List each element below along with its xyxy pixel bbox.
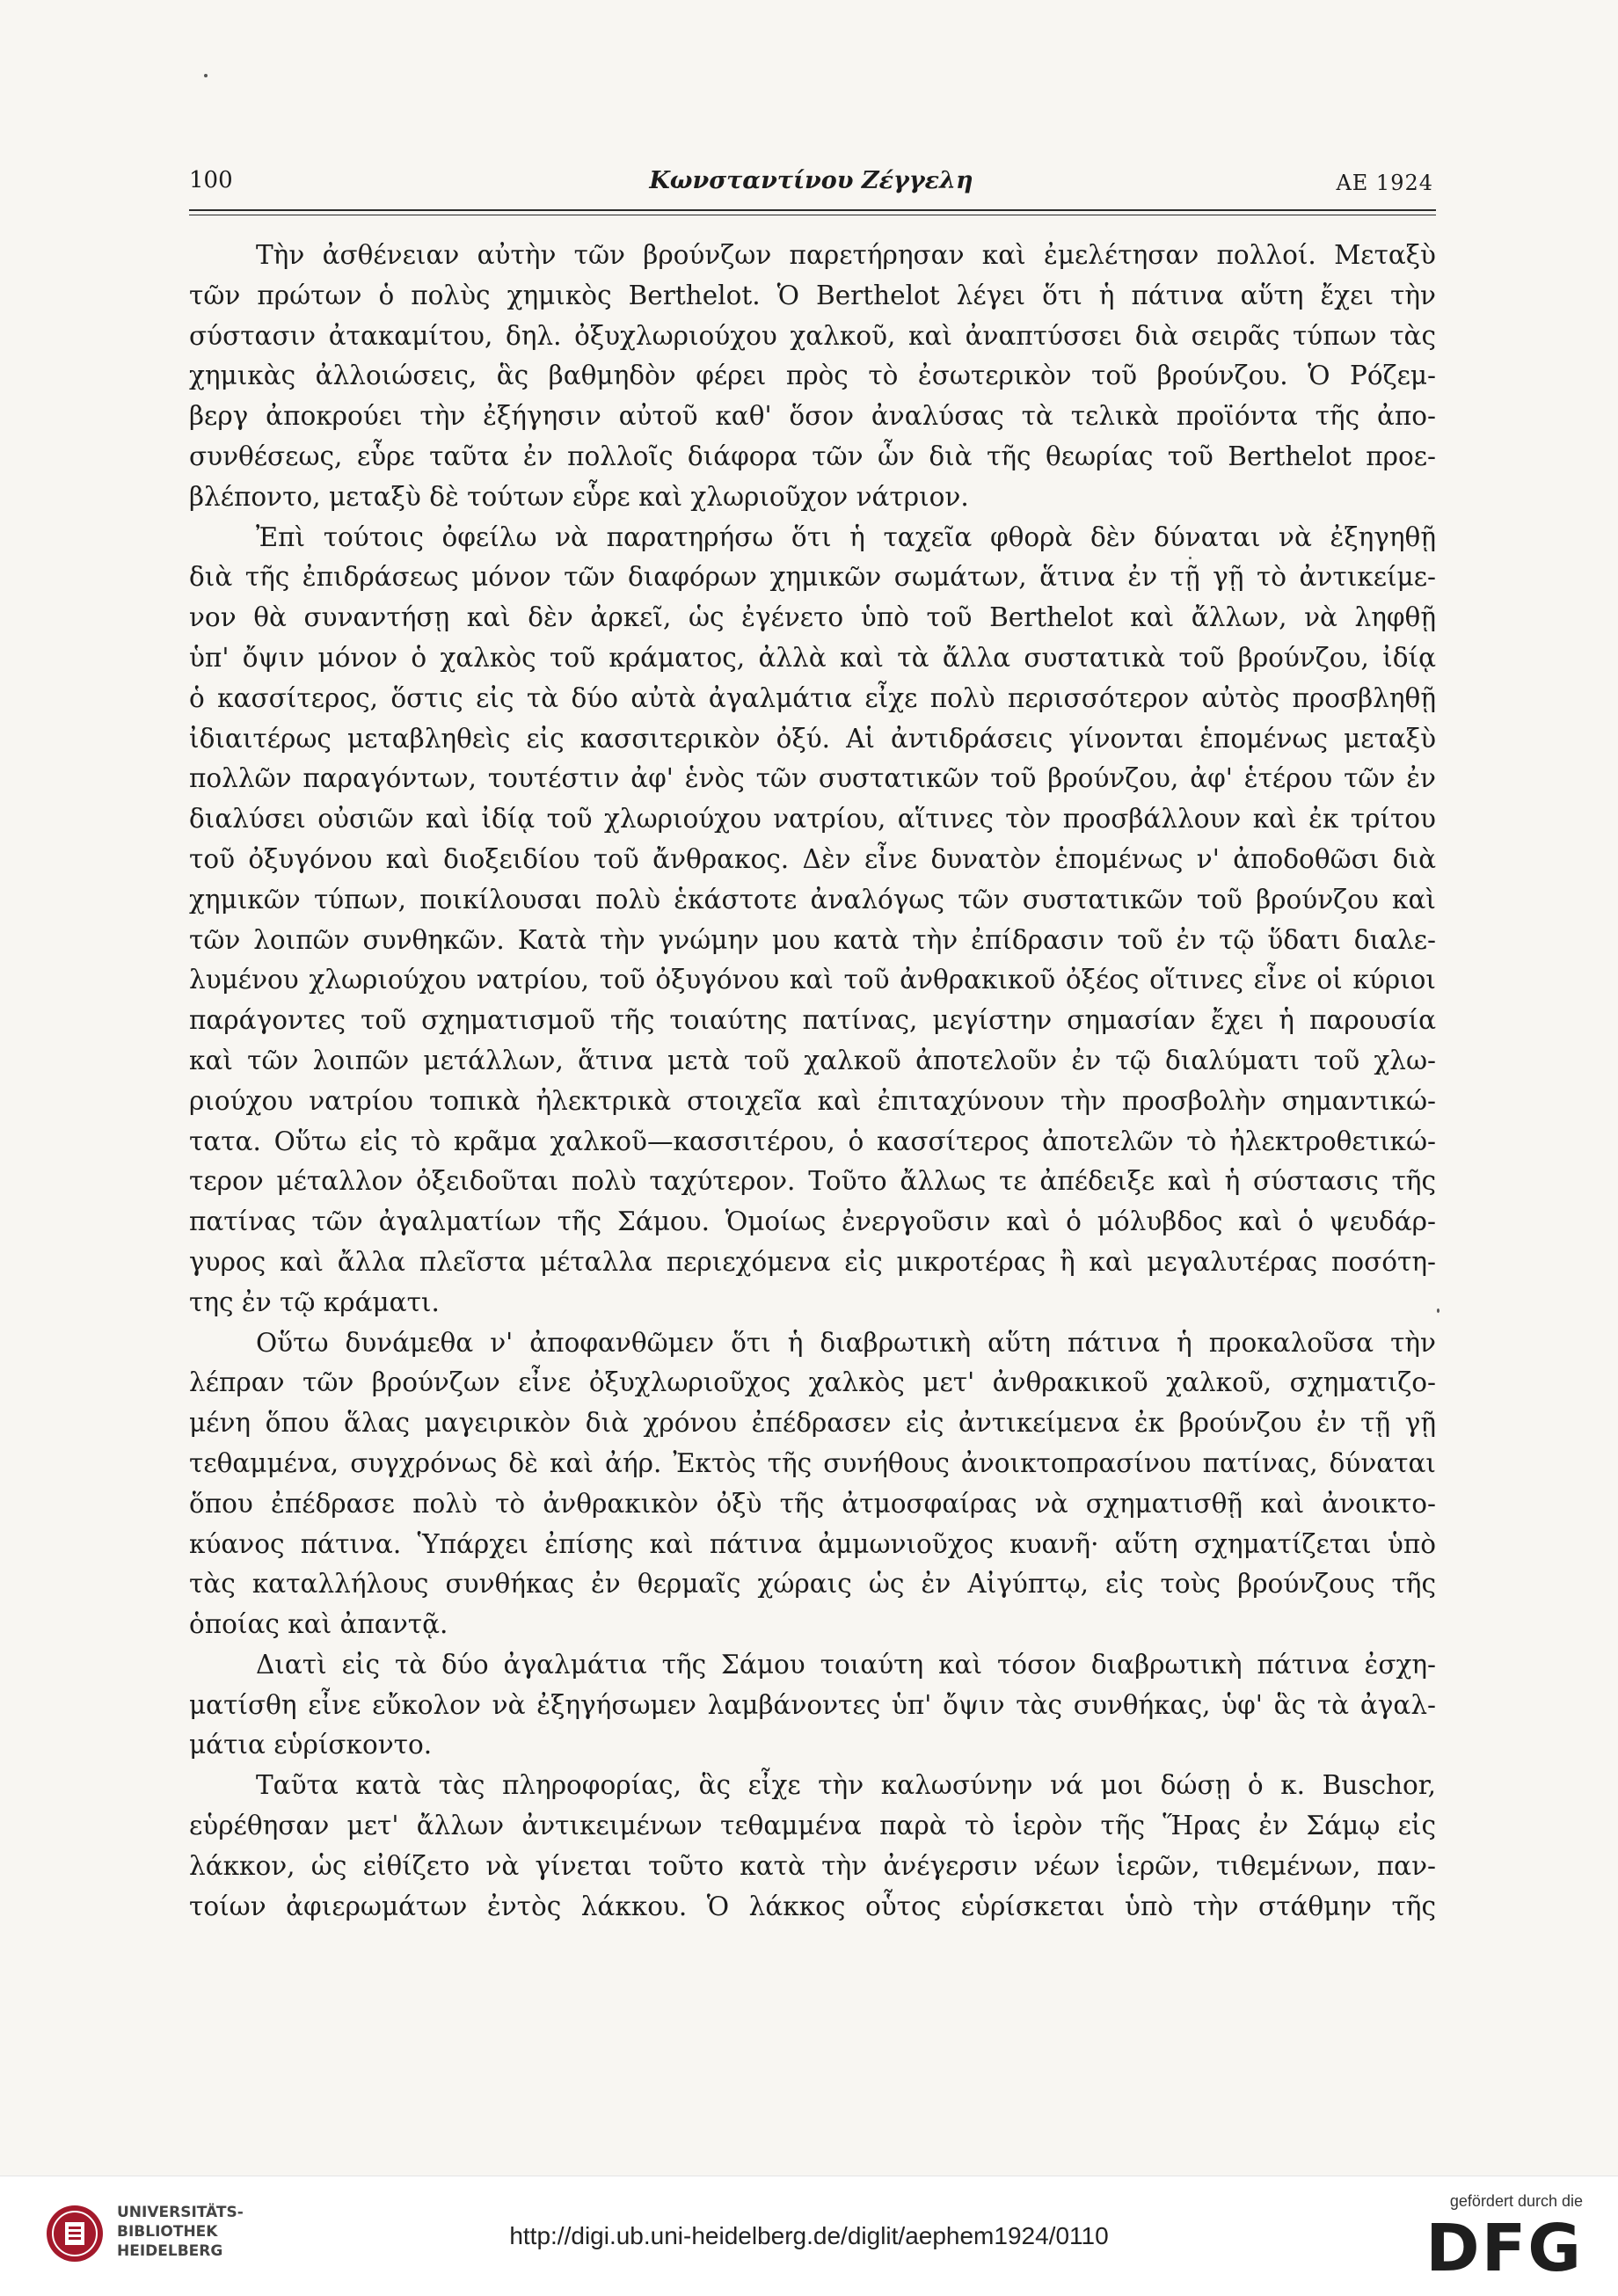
- permalink-url[interactable]: http://digi.ub.uni-heidelberg.de/diglit/aephem1924/0110: [509, 2222, 1109, 2249]
- text-line: τερον μέταλλον ὀξειδοῦται πολὺ ταχύτερον. Τοῦτο ἄλλως τε ἀπέδειξε καὶ ἡ σύστασις τῆς: [189, 1166, 1436, 1197]
- text-line: σύστασιν ἀτακαμίτου, δηλ. ὀξυχλωριούχου χαλκοῦ, καὶ ἀναπτύσσει διὰ σειρᾶς τύπων τὰς: [189, 320, 1436, 351]
- paragraph: [189, 518, 1436, 1323]
- text-line: τῶν πρώτων ὁ πολὺς χημικὸς Berthelot. Ὁ Berthelot λέγει ὅτι ἡ πάτινα αὕτη ἔχει τὴν: [189, 280, 1436, 310]
- page-number: 100: [189, 167, 233, 193]
- text-line: νον θὰ συναντήσῃ καὶ δὲν ἀρκεῖ, ὡς ἐγένετο ὑπὸ τοῦ Berthelot καὶ ἄλλων, νὰ ληφθῇ: [189, 602, 1436, 633]
- text-line: βεργ ἀποκρούει τὴν ἐξήγησιν αὐτοῦ καθ' ὅσον ἀναλύσας τὰ τελικὰ προϊόντα τῆς ἀπο-: [189, 401, 1436, 432]
- text-line: ριούχου νατρίου τοπικὰ ἠλεκτρικὰ στοιχεῖα καὶ ἐπιταχύνουν τὴν προσβολὴν σημαντικώ-: [189, 1085, 1436, 1116]
- text-line: ὅπου ἐπέδρασε πολὺ τὸ ἀνθρακικὸν ὀξὺ τῆς ἀτμοσφαίρας νὰ σχηματισθῇ καὶ ἀνοικτο-: [189, 1488, 1436, 1519]
- text-line: τατα. Οὕτω εἰς τὸ κρᾶμα χαλκοῦ—κασσιτέρου, ὁ κασσίτερος ἀποτελῶν τὸ ἠλεκτροθετικώ-: [189, 1126, 1436, 1156]
- text-line: διαλύσει οὐσιῶν καὶ ἰδίᾳ τοῦ χλωριούχου νατρίου, αἵτινες τὸν προσβάλλουν καὶ ἐκ τρίτου: [189, 804, 1436, 835]
- text-line: διὰ τῆς ἐπιδράσεως μόνον τῶν διαφόρων χημικῶν σωμάτων, ἅτινα ἐν τῇ γῇ τὸ ἀντικείμε-: [189, 562, 1436, 593]
- journal-label: ΑΕ 1924: [1336, 171, 1433, 195]
- text-line: παράγοντες τοῦ σχηματισμοῦ τῆς τοιαύτης πατίνας, μεγίστην σημασίαν ἔχει ἡ παρουσία: [189, 1005, 1436, 1036]
- body-text: [189, 236, 1436, 1927]
- text-line: τῶν λοιπῶν συνθηκῶν. Κατὰ τὴν γνώμην μου κατὰ τὴν ἐπίδρασιν τοῦ ἐν τῷ ὕδατι διαλε-: [189, 924, 1436, 955]
- text-line: λέπραν τῶν βρούνζων εἶνε ὀξυχλωριοῦχος χαλκὸς μετ' ἀνθρακικοῦ χαλκοῦ, σχηματιζο-: [189, 1367, 1436, 1398]
- library-name-line: HEIDELBERG: [117, 2242, 223, 2260]
- text-line: Οὕτω δυνάμεθα ν' ἀποφανθῶμεν ὅτι ἡ διαβρωτικὴ αὕτη πάτινα ἡ προκαλοῦσα τὴν: [256, 1327, 1436, 1358]
- text-line: πατίνας τῶν ἀγαλματίων τῆς Σάμου. Ὁμοίως ἐνεργοῦσιν καὶ ὁ μόλυβδος καὶ ὁ ψευδάρ-: [189, 1206, 1436, 1237]
- paragraph: [189, 1766, 1436, 1927]
- text-line: μάτια εὑρίσκοντο.: [189, 1730, 433, 1760]
- funding-caption: gefördert durch die: [1449, 2192, 1583, 2210]
- text-line: Ἐπὶ τούτοις ὀφείλω νὰ παρατηρήσω ὅτι ἡ ταχεῖα φθορὰ δὲν δύναται νὰ ἐξηγηθῇ: [256, 521, 1436, 552]
- text-line: ὑπ' ὄψιν μόνον ὁ χαλκὸς τοῦ κράματος, ἀλλὰ καὶ τὰ ἄλλα συστατικὰ τοῦ βρούνζου, ἰδίᾳ: [189, 642, 1436, 673]
- paragraph: [189, 236, 1436, 518]
- text-line: Διατὶ εἰς τὰ δύο ἀγαλμάτια τῆς Σάμου τοιαύτη καὶ τόσον διαβρωτικὴ πάτινα ἐσχη-: [256, 1649, 1436, 1680]
- paragraph: [189, 1323, 1436, 1645]
- digitization-footer: [0, 2176, 1618, 2296]
- text-line: χημικὰς ἀλλοιώσεις, ἃς βαθμηδὸν φέρει πρὸς τὸ ἐσωτερικὸν τοῦ βρούνζου. Ὁ Ρόζεμ-: [189, 361, 1436, 391]
- text-line: εὑρέθησαν μετ' ἄλλων ἀντικειμένων τεθαμμένα παρὰ τὸ ἱερὸν τῆς Ἥρας ἐν Σάμῳ εἰς: [189, 1811, 1436, 1841]
- header-rule-thick: [189, 209, 1436, 211]
- text-line: πολλῶν παραγόντων, τουτέστιν ἀφ' ἑνὸς τῶν συστατικῶν τοῦ βρούνζου, ἀφ' ἑτέρου τῶν ἐν: [189, 763, 1436, 794]
- running-header: [189, 167, 1433, 202]
- text-line: χημικῶν τύπων, ποικίλουσαι πολὺ ἑκάστοτε ἀναλόγως τῶν συστατικῶν τοῦ βρούνζου καὶ: [189, 884, 1436, 915]
- text-line: συνθέσεως, εὗρε ταῦτα ἐν πολλοῖς διάφορα τῶν ὧν διὰ τῆς θεωρίας τοῦ Berthelot προε-: [189, 441, 1436, 471]
- scan-speck: [1189, 557, 1192, 559]
- text-line: Ταῦτα κατὰ τὰς πληροφορίας, ἃς εἶχε τὴν καλωσύνην νά μοι δώσῃ ὁ κ. Buschor,: [256, 1770, 1436, 1801]
- text-line: τοίων ἀφιερωμάτων ἐντὸς λάκκου. Ὁ λάκκος οὗτος εὑρίσκεται ὑπὸ τὴν στάθμην τῆς: [189, 1891, 1436, 1921]
- text-line: ὁ κασσίτερος, ὅστις εἰς τὰ δύο αὐτὰ ἀγαλμάτια εἶχε πολὺ περισσότερον αὐτὸς προσβληθῇ: [189, 682, 1436, 713]
- text-line: τοῦ ὀξυγόνου καὶ διοξειδίου τοῦ ἄνθρακος. Δὲν εἶνε δυνατὸν ἑπομένως ν' ἀποδοθῶσι διὰ: [189, 843, 1436, 874]
- text-line: ματίσθη εἶνε εὔκολον νὰ ἐξηγήσωμεν λαμβάνοντες ὑπ' ὄψιν τὰς συνθήκας, ὑφ' ἃς τὰ ἀγαλ-: [189, 1689, 1436, 1720]
- dfg-logo: DFG: [1425, 2211, 1583, 2286]
- text-line: Τὴν ἀσθένειαν αὐτὴν τῶν βρούνζων παρετήρησαν καὶ ἐμελέτησαν πολλοί. Μεταξὺ: [256, 240, 1436, 270]
- running-title-author: Κωνσταντίνου Ζέγγελη: [649, 167, 973, 194]
- library-name-line: UNIVERSITÄTS-: [117, 2204, 244, 2221]
- text-line: τὰς καταλλήλους συνθήκας ἐν θερμαῖς χώραις ὡς ἐν Αἰγύπτῳ, εἰς τοὺς βρούνζους τῆς: [189, 1569, 1436, 1600]
- text-line: μένη ὅπου ἅλας μαγειρικὸν διὰ χρόνου ἐπέδρασεν εἰς ἀντικείμενα ἐκ βρούνζου ἐν τῇ γῇ: [189, 1408, 1436, 1439]
- text-line: ὁποίας καὶ ἀπαντᾷ.: [189, 1609, 448, 1640]
- scan-speck: [204, 74, 208, 77]
- text-line: λυμένου χλωριούχου νατρίου, τοῦ ὀξυγόνου καὶ τοῦ ἀνθρακικοῦ ὀξέος οἵτινες εἶνε οἱ κύριοι: [189, 965, 1436, 995]
- text-line: τεθαμμένα, συγχρόνως δὲ καὶ ἀήρ. Ἐκτὸς τῆς συνήθους ἀνοικτοπρασίνου πατίνας, δύναται: [189, 1447, 1436, 1478]
- text-line: καὶ τῶν λοιπῶν μετάλλων, ἅτινα μετὰ τοῦ χαλκοῦ ἀποτελοῦν ἐν τῷ διαλύματι τοῦ χλω-: [189, 1045, 1436, 1075]
- text-line: κύανος πάτινα. Ὑπάρχει ἐπίσης καὶ πάτινα ἀμμωνιοῦχος κυανῆ· αὕτη σχηματίζεται ὑπὸ: [189, 1528, 1436, 1559]
- text-line: γυρος καὶ ἄλλα πλεῖστα μέταλλα περιεχόμενα εἰς μικροτέρας ἢ καὶ μεγαλυτέρας ποσότη-: [189, 1246, 1436, 1277]
- text-line: λάκκον, ὡς εἰθίζετο νὰ γίνεται τοῦτο κατὰ τὴν ἀνέγερσιν νέων ἱερῶν, τιθεμένων, παν-: [189, 1850, 1436, 1881]
- scan-speck: [1437, 1308, 1439, 1313]
- text-line: βλέποντο, μεταξὺ δὲ τούτων εὗρε καὶ χλωριοῦχον νάτριον.: [189, 481, 969, 512]
- text-line: ἰδιαιτέρως μεταβληθεὶς εἰς κασσιτερικὸν ὀξύ. Αἱ ἀντιδράσεις γίνονται ἑπομένως μεταξὺ: [189, 723, 1436, 754]
- paragraph: [189, 1645, 1436, 1766]
- library-name-line: BIBLIOTHEK: [117, 2223, 218, 2241]
- text-line: της ἐν τῷ κράματι.: [189, 1286, 440, 1317]
